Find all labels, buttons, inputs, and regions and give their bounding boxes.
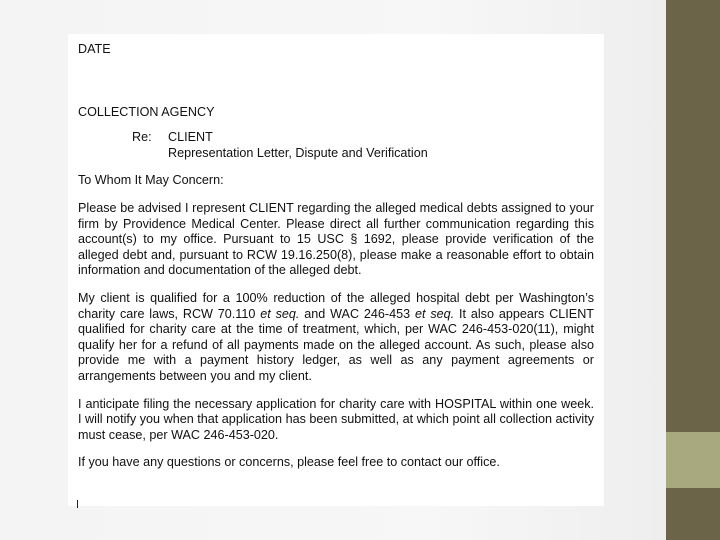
text-cursor	[77, 500, 78, 508]
re-client: CLIENT	[168, 130, 213, 145]
salutation: To Whom It May Concern:	[78, 173, 224, 188]
letter-body	[78, 42, 594, 471]
re-label: Re:	[132, 130, 152, 145]
para2-emphasis-2: et seq.	[414, 306, 455, 321]
date-line: DATE	[78, 42, 111, 56]
paragraph-representation: Please be advised I represent CLIENT regarding the alleged medical debts assigned to your firm by Providence Medical Center. Please direct all further communication regarding this account(s) to my office. Pursuant to 15 USC § 1692, please provide verification of the alleged debt and, pursuant to RCW 19.16.250(8), please make a reasonable effort to obtain information and documentation of the alleged debt.	[78, 200, 594, 278]
paragraph-application: I anticipate filing the necessary application for charity care with HOSPITAL within one week. I will notify you when that application has been submitted, at which point all collection activity must cease, per WAC 246-453-020.	[78, 396, 594, 442]
letter-page	[68, 34, 604, 506]
side-accent-block	[666, 432, 720, 488]
re-lines	[168, 130, 428, 161]
para2-emphasis-1: et seq.	[260, 306, 300, 321]
para2-text-b: and WAC 246-453	[299, 306, 415, 321]
re-block	[132, 130, 594, 161]
para2-text-c: It also appears CLIENT qualified for charity care at the time of treatment, which, per WAC 246-453-020(11), might qualify her for a refund of all payments made on the alleged account. As such, please also provide me with a payment history ledger, as well as any payment agreements or arrangements between you and my client.	[78, 306, 594, 383]
para2-text-a: My client is qualified for a 100% reduction of the alleged hospital debt per Washington’s charity care laws, RCW 70.110	[78, 290, 594, 321]
re-subject: Representation Letter, Dispute and Verification	[168, 145, 428, 160]
paragraph-contact: If you have any questions or concerns, please feel free to contact our office.	[78, 455, 500, 470]
paragraph-charity-care	[78, 291, 594, 385]
recipient-line: COLLECTION AGENCY	[78, 104, 215, 119]
